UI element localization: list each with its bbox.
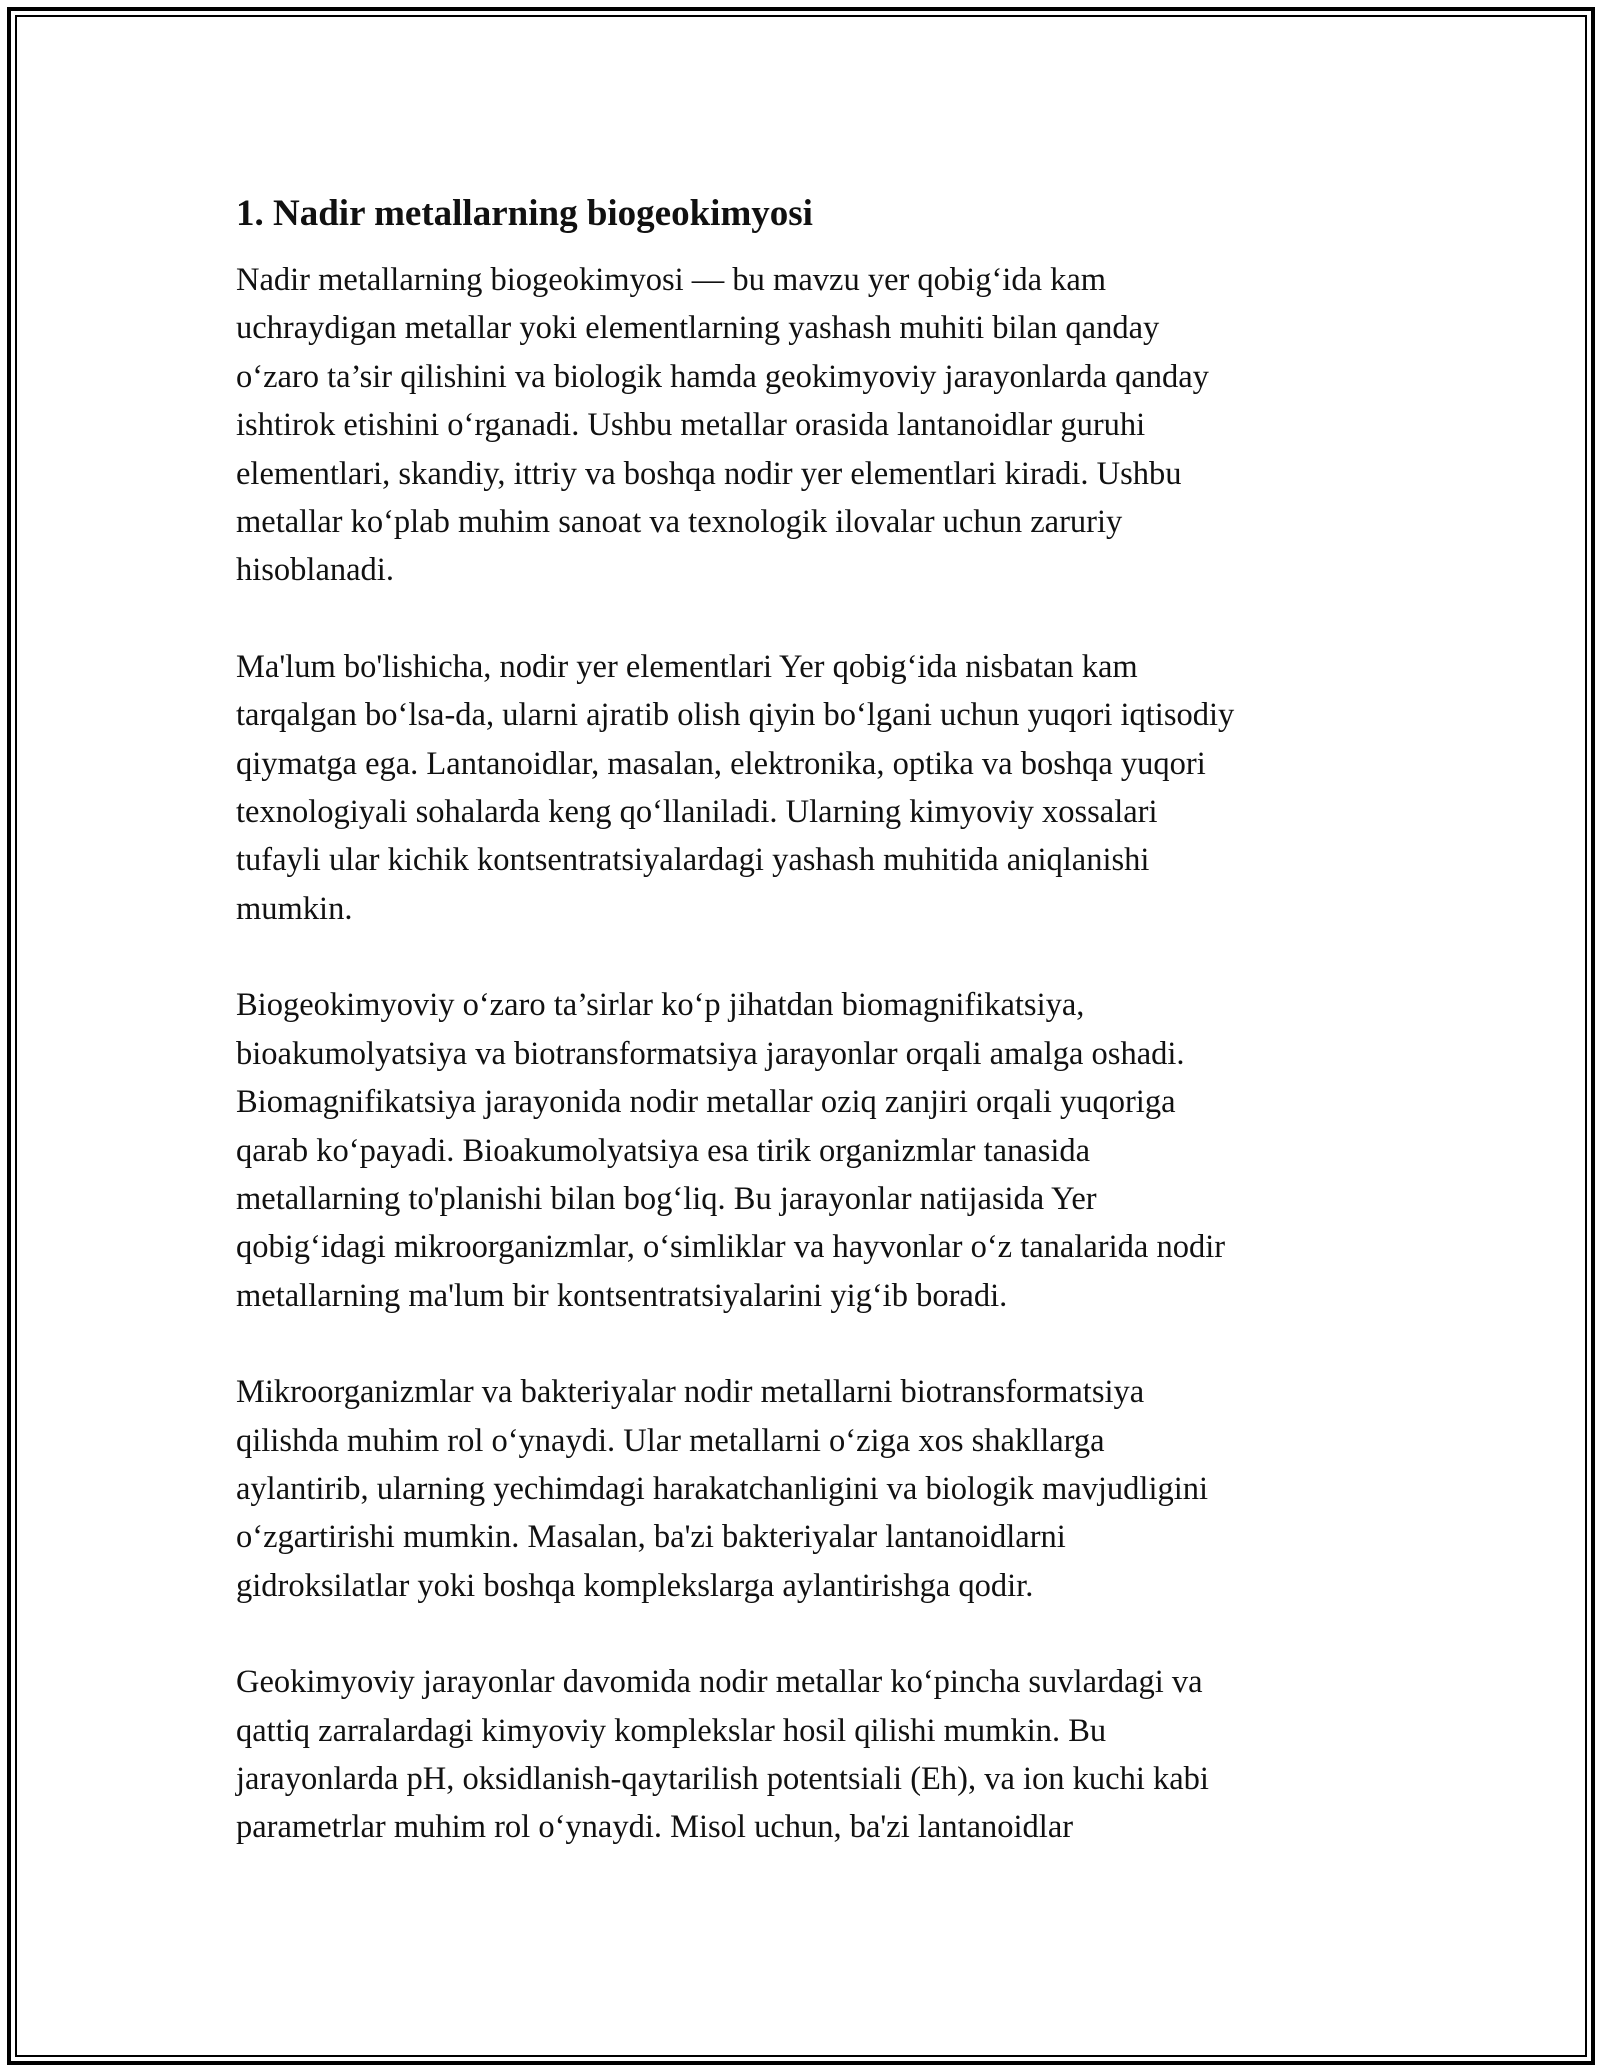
paragraph-line: jarayonlarda pH, oksidlanish-qaytarilish potentsiali (Eh), va ion kuchi kabi (236, 1760, 1209, 1797)
paragraph-line: hisoblanadi. (236, 552, 394, 589)
paragraph-line: elementlari, skandiy, ittriy va boshqa nodir yer elementlari kiradi. Ushbu (236, 455, 1182, 492)
section-heading: 1. Nadir metallarning biogeokimyosi (236, 193, 813, 234)
paragraph-line: qilishda muhim rol o‘ynaydi. Ular metallarni o‘ziga xos shakllarga (236, 1422, 1105, 1459)
paragraph-line: parametrlar muhim rol o‘ynaydi. Misol uchun, ba'zi lantanoidlar (236, 1809, 1074, 1846)
paragraph-3 (236, 981, 1366, 1320)
paragraph-line: aylantirib, ularning yechimdagi harakatchanligini va biologik mavjudligini (236, 1470, 1209, 1507)
paragraph-line: qarab ko‘payadi. Bioakumolyatsiya esa tirik organizmlar tanasida (236, 1132, 1091, 1169)
paragraph-line: metallarning to'planishi bilan bog‘liq. Bu jarayonlar natijasida Yer (236, 1180, 1097, 1217)
paragraph-line: tarqalgan bo‘lsa-da, ularni ajratib olish qiyin bo‘lgani uchun yuqori iqtisodiy (236, 697, 1235, 734)
paragraph-line: ishtirok etishini o‘rganadi. Ushbu metallar orasida lantanoidlar guruhi (236, 407, 1146, 444)
paragraph-5 (236, 1658, 1366, 1852)
paragraph-line: metallar ko‘plab muhim sanoat va texnologik ilovalar uchun zaruriy (236, 504, 1123, 541)
paragraph-line: texnologiyali sohalarda keng qo‘llaniladi. Ularning kimyoviy xossalari (236, 794, 1158, 831)
paragraph-2 (236, 643, 1366, 933)
paragraph-line: uchraydigan metallar yoki elementlarning yashash muhiti bilan qanday (236, 310, 1160, 347)
paragraph-line: qobig‘idagi mikroorganizmlar, o‘simliklar va hayvonlar o‘z tanalarida nodir (236, 1229, 1226, 1266)
paragraph-line: Geokimyoviy jarayonlar davomida nodir metallar ko‘pincha suvlardagi va (236, 1664, 1203, 1701)
paragraph-1 (236, 256, 1366, 595)
paragraph-line: gidroksilatlar yoki boshqa komplekslarga aylantirishga qodir. (236, 1567, 1034, 1604)
paragraph-line: o‘zaro ta’sir qilishini va biologik hamda geokimyoviy jarayonlarda qanday (236, 358, 1209, 395)
paragraph-line: qattiq zarralardagi kimyoviy komplekslar hosil qilishi mumkin. Bu (236, 1712, 1107, 1749)
paragraph-line: metallarning ma'lum bir kontsentratsiyalarini yig‘ib boradi. (236, 1277, 1008, 1314)
paragraph-line: Ma'lum bo'lishicha, nodir yer elementlari Yer qobig‘ida nisbatan kam (236, 648, 1138, 685)
paragraph-line: qiymatga ega. Lantanoidlar, masalan, elektronika, optika va boshqa yuqori (236, 745, 1206, 782)
paragraph-line: o‘zgartirishi mumkin. Masalan, ba'zi bakteriyalar lantanoidlarni (236, 1519, 1066, 1556)
paragraph-4 (236, 1368, 1366, 1610)
paragraph-line: tufayli ular kichik kontsentratsiyalardagi yashash muhitida aniqlanishi (236, 842, 1150, 879)
paragraph-line: bioakumolyatsiya va biotransformatsiya jarayonlar orqali amalga oshadi. (236, 1035, 1185, 1072)
document-body (236, 190, 1366, 1900)
paragraph-line: mumkin. (236, 890, 353, 927)
paragraph-line: Nadir metallarning biogeokimyosi — bu mavzu yer qobig‘ida kam (236, 262, 1107, 298)
paragraph-line: Biomagnifikatsiya jarayonida nodir metallar oziq zanjiri orqali yuqoriga (236, 1084, 1176, 1121)
paragraph-line: Biogeokimyoviy o‘zaro ta’sirlar ko‘p jihatdan biomagnifikatsiya, (236, 987, 1085, 1024)
paragraph-line: Mikroorganizmlar va bakteriyalar nodir metallarni biotransformatsiya (236, 1374, 1145, 1411)
